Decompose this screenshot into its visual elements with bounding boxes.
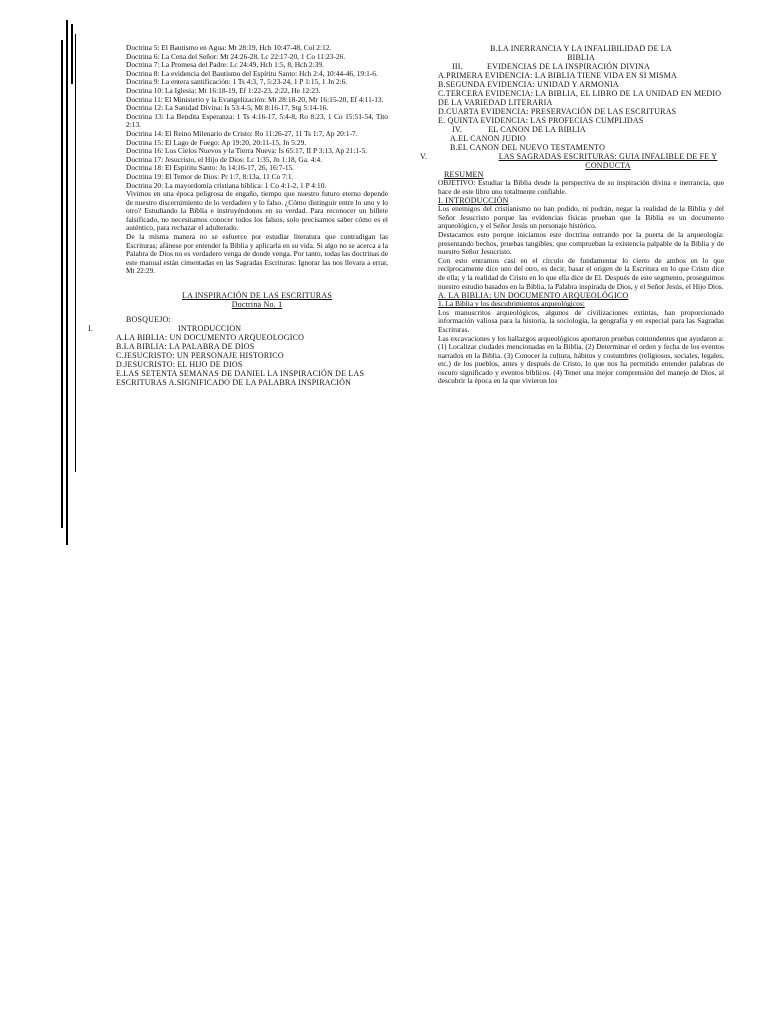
- archaeology-subheading: 1. La Biblia y los descubrimientos arqueológicos:: [438, 299, 585, 309]
- doctrine-item: Doctrina 18: El Espíritu Santo: Jn 14:16-17, 26, 16:7-15.: [126, 163, 295, 173]
- doctrine-item: Doctrina 15: El Lago de Fuego: Ap 19:20, 20:11-15, Jn 5:29.: [126, 137, 307, 147]
- outline-list: [116, 333, 388, 387]
- roman-numeral: IV.: [452, 125, 463, 134]
- canon-item: A.EL CANON JUDIO: [450, 134, 527, 143]
- canon-list: [438, 134, 724, 152]
- introduction-paragraph-1: Los enemigos del cristianismo no han podido, ni podrán, negar la realidad de la Biblia y del Señor Jesucristo porque las evidencias físicas prueban que la Biblia es un documento arqueológico, y el Señor Jesús un personaje histórico.: [438, 204, 724, 231]
- outline-item: D.JESUCRISTO: EL HIJO DE DIOS: [116, 360, 243, 370]
- evidences-heading: EVIDENCIAS DE LA INSPIRACIÓN DIVINA: [487, 62, 650, 71]
- introduction-heading: I. INTRODUCCIÓN: [438, 196, 509, 206]
- doctrine-item: Doctrina 13: La Bendita Esperanza: 1 Ts 4:16-17, 5:4-8, Ro 8:23, 1 Co 15:51-54, Tito 2:13.: [126, 111, 388, 130]
- intro-paragraph-1: Vivimos en una época peligrosa de engaño, tiempo que nuestro futuro eterno depende de nuestro discernimiento de lo verdadero y lo falso. ¿Cómo distinguir entre lo uno y lo otro? Estudiando la Biblia e instruyéndonos en su verdad. Para reconocer un billete falsificado, no necesitamos conocer todos los falsos, solo precisamos saber cómo es el auténtico, para rechazar el adulterado.: [126, 189, 388, 233]
- evidence-item: E. QUINTA EVIDENCIA: LAS PROFECIAS CUMPLIDAS: [438, 116, 644, 125]
- evidence-item: C.TERCERA EVIDENCIA: LA BIBLIA, EL LIBRO DE LA UNIDAD EN MEDIO DE LA VARIEDAD LITERARIA: [438, 89, 722, 107]
- roman-numeral: V.: [420, 152, 428, 161]
- margin-bar: [66, 20, 68, 545]
- doctrine-item: Doctrina 10: La Iglesia: Mt 16:18-19, Ef 1:22-23, 2:22, He 12:23.: [126, 85, 321, 95]
- doctrine-item: Doctrina 20: La mayordomía cristiana bíblica: 1 Co 4:1-2, 1 P 4:10.: [126, 180, 327, 190]
- outline-intro-row: [88, 324, 388, 334]
- intro-paragraph-2: De la misma manera no se esfuerce por estudiar literatura que contradigan las Escrituras; afánese por entender la Biblia y aplicarla en su vida. Si algo no se acerca a la Palabra de Dios no es verdadero venga de donde venga. Por tanto, todas las doctrinas de este manual están cimentadas en las Sagradas Escrituras: Ignorar las nos llevara a errar, Mt 22:29.: [126, 232, 388, 276]
- margin-bar: [61, 40, 63, 528]
- guide-heading: LAS SAGRADAS ESCRITURAS: GUIA INFALIBLE DE FE Y CONDUCTA: [498, 152, 718, 170]
- doctrine-item: Doctrina 11: El Ministerio y la Evangelización: Mt 28:18-20, Mr 16:15-20, Ef 4:11-13.: [126, 94, 384, 104]
- summary-heading: RESUMEN: [444, 170, 484, 179]
- outline-item: C.JESUCRISTO: UN PERSONAJE HISTORICO: [116, 351, 284, 361]
- doctrine-item: Doctrina 16: Los Cielos Nuevos y la Tierra Nueva: Is 65:17, II P 3:13, Ap 21:1-5.: [126, 146, 368, 156]
- evidence-item: A.PRIMERA EVIDENCIA: LA BIBLIA TIENE VIDA EN SI MISMA: [438, 71, 677, 80]
- doctrine-item: Doctrina 17: Jesucristo, el Hijo de Dios: Lc 1:35, Jn 1:18, Ga. 4:4.: [126, 154, 323, 164]
- outline-item: E.LAS SETENTA SEMANAS DE DANIEL LA INSPIRACIÓN DE LAS ESCRITURAS A.SIGNIFICADO DE LA PALABRA INSPIRACIÓN: [116, 369, 365, 388]
- doctrine-item: Doctrina 8: La evidencia del Bautismo del Espíritu Santo: Hch 2:4, 10:44-46, 19:1-6.: [126, 68, 378, 78]
- doctrine-list: [126, 44, 388, 190]
- inerrancy-heading: B.LA INERRANCIA Y LA INFALIBILIDAD DE LA BIBLIA: [490, 44, 672, 62]
- inspiration-title: LA INSPIRACIÓN DE LAS ESCRITURAS: [182, 291, 332, 301]
- margin-bar: [75, 34, 76, 472]
- evidence-list: [438, 71, 724, 125]
- right-column: [420, 44, 724, 386]
- evidence-item: D.CUARTA EVIDENCIA: PRESERVACIÓN DE LAS ESCRITURAS: [438, 107, 677, 116]
- introduction-paragraph-2: Destacamos esto porque iniciamos este doctrina entrando por la puerta de la arqueología: presentando hechos, pruebas tangibles, que comprueban la existencia palpable de la Biblia y de nuestro Señor Jesucristo.: [438, 229, 724, 257]
- doctrine-item: Doctrina 7: La Promesa del Padre: Lc 24:49, Hch 1:5, 8, Hch 2:39.: [126, 60, 324, 70]
- guide-row: [420, 152, 724, 170]
- objective-text: OBJETIVO: Estudiar la Biblia desde la perspectiva de su inspiración divina e inerrancia, que hace de este libro uno totalmente confiable.: [438, 178, 724, 196]
- doctrine-item: Doctrina 12: La Sanidad Divina: Is 53:4-5, Mt 8:16-17, Stg 5:14-16.: [126, 103, 329, 113]
- intro-label: INTRODUCCION: [178, 324, 242, 334]
- evidence-item: B.SEGUNDA EVIDENCIA: UNIDAD Y ARMONIA: [438, 80, 619, 89]
- doctrine-item: Doctrina 6: La Cena del Señor: Mt 24:26-28, Lc 22:17-20, 1 Co 11:23-26.: [126, 51, 346, 61]
- roman-numeral: I.: [88, 324, 94, 334]
- outline-item: A.LA BIBLIA: UN DOCUMENTO ARQUEOLOGICO: [116, 333, 305, 343]
- canon-heading-row: [438, 125, 724, 134]
- archaeology-paragraph-1: Los manuscritos arqueológicos, algunos de civilizaciones extintas, han proporcionado información valiosa para la historia, la sociología, la geografía y en especial para las Sagradas Escrituras.: [438, 307, 724, 334]
- archaeology-paragraph-2: Las excavaciones y los hallazgos arqueológicos aportaron pruebas contundentes que ayudaron a: (1) Localizar ciudades mencionadas en la Biblia. (2) Determinar el orden y fecha de los eventos narrados en la Biblia. (3) Conocer la cultura, hábitos y costumbres (religiosos, sociales, legales, etc.) de los pueblos, antes y después de Cristo, lo que nos ha permitido entender palabras de oscuro significado y eventos bíblicos. (4) Tener una mejor comprensión del manejo de Dios, al descubrir la época en la que vivieron los: [438, 333, 724, 386]
- doctrine-item: Doctrina 5: El Bautismo en Agua: Mt 28:19, Hch 10:47-48, Col 2:12.: [126, 43, 332, 52]
- doctrine-item: Doctrina 9: La entera santificación: 1 Ts 4:3, 7, 5:23-24, 1 P 1:15, 1 Jn 2:6.: [126, 77, 348, 87]
- roman-numeral: III.: [452, 62, 463, 71]
- outline-item: B.LA BIBLIA: LA PALABRA DE DIOS: [116, 342, 255, 352]
- left-column: [88, 43, 388, 388]
- evidences-heading-row: [438, 62, 724, 71]
- canon-heading: EL CANON DE LA BIBLIA: [488, 125, 586, 134]
- doctrine-number: Doctrina No. 1: [231, 300, 283, 310]
- introduction-paragraph-3: Con esto entramos casi en el círculo de fundamentar lo cierto de ambos en lo que recíprocamente dice uno del otro, es decir, basar el origen de la Escritura en lo que Cristo dice de ella; y la realidad de Cristo en lo que ella dice de El. Después de este segmento, proseguimos nuestro estudio basados en la Biblia, la Palabra inspirada de Dios, y el Señor Jesús, el Hijo Dios.: [438, 255, 724, 291]
- archaeology-heading: A. LA BIBLIA: UN DOCUMENTO ARQUEOLÓGICO: [438, 291, 629, 301]
- canon-item: B.EL CANON DEL NUEVO TESTAMENTO: [450, 143, 606, 152]
- outline-heading: BOSQUEJO:: [126, 315, 171, 325]
- doctrine-item: Doctrina 19: El Temor de Dios: Pr 1:7, 8:13a, 11 Co 7:1.: [126, 171, 294, 181]
- doctrine-item: Doctrina 14: El Reino Milenario de Cristo: Ro 11:26-27, 11 Ts 1:7, Ap 20:1-7.: [126, 128, 358, 138]
- margin-bar: [71, 24, 73, 84]
